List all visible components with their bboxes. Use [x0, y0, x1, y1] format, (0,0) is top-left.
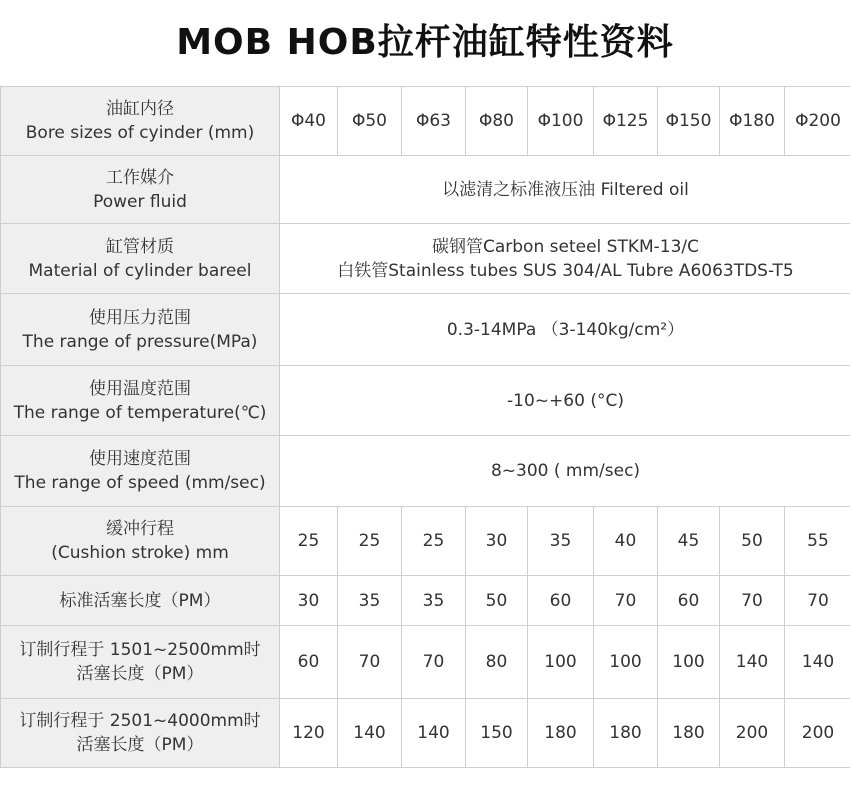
bore-cell: Φ200: [785, 87, 850, 156]
row-custom-1: [1, 626, 850, 699]
custom-2-cell: 180: [658, 699, 720, 768]
bore-cell: Φ50: [338, 87, 402, 156]
std-piston-cell: 70: [594, 576, 658, 626]
custom-1-cell: 70: [338, 626, 402, 699]
label-cn: 使用温度范围: [89, 378, 191, 399]
row-bore: [1, 87, 850, 156]
label-en: Bore sizes of cyinder (mm): [25, 123, 255, 143]
cushion-cell: 25: [338, 507, 402, 576]
label-en: Power fluid: [93, 191, 187, 212]
row-label: [1, 156, 280, 224]
custom-1-cell: 70: [402, 626, 466, 699]
row-temperature: [1, 366, 850, 436]
custom-1-cell: 100: [658, 626, 720, 699]
label-cn: 缸管材质: [106, 236, 174, 257]
row-label: [1, 294, 280, 366]
material-value: [280, 224, 850, 294]
custom-1-cell: 140: [785, 626, 850, 699]
label-en: Material of cylinder bareel: [28, 260, 252, 281]
row-label: [1, 626, 280, 699]
row-speed: [1, 436, 850, 507]
cushion-cell: 40: [594, 507, 658, 576]
label-en: The range of temperature(℃): [13, 402, 267, 423]
row-label: [1, 507, 280, 576]
std-piston-cell: 70: [720, 576, 785, 626]
custom-1-cell: 60: [280, 626, 338, 699]
label-en: The range of speed (mm/sec): [14, 473, 266, 493]
label-cn: 使用速度范围: [89, 449, 191, 469]
custom-1-cell: 80: [466, 626, 528, 699]
row-label: [1, 576, 280, 626]
bore-cell: Φ150: [658, 87, 720, 156]
row-pressure: [1, 294, 850, 366]
custom-2-cell: 200: [720, 699, 785, 768]
label-cn: 工作媒介: [106, 167, 174, 188]
label-cn: 使用压力范围: [89, 307, 191, 328]
custom-2-cell: 180: [594, 699, 658, 768]
label-line-2: 活塞长度（PM）: [76, 735, 204, 755]
label-cn: 标准活塞长度（PM）: [59, 590, 221, 611]
std-piston-cell: 60: [658, 576, 720, 626]
bore-cell: Φ125: [594, 87, 658, 156]
custom-2-cell: 140: [338, 699, 402, 768]
cushion-cell: 25: [402, 507, 466, 576]
cushion-cell: 30: [466, 507, 528, 576]
custom-2-cell: 140: [402, 699, 466, 768]
std-piston-cell: 70: [785, 576, 850, 626]
row-material: [1, 224, 850, 294]
speed-value: 8~300 ( mm/sec): [280, 436, 850, 507]
std-piston-cell: 60: [528, 576, 594, 626]
temperature-value: -10~+60 (°C): [280, 366, 850, 436]
std-piston-cell: 30: [280, 576, 338, 626]
material-value-line: 碳钢管Carbon seteel STKM-13/C: [431, 236, 700, 257]
row-custom-2: [1, 699, 850, 768]
label-en: The range of pressure(MPa): [22, 331, 258, 352]
label-line-2: 活塞长度（PM）: [76, 664, 204, 684]
cushion-cell: 55: [785, 507, 850, 576]
custom-1-cell: 100: [594, 626, 658, 699]
row-label: [1, 699, 280, 768]
cushion-cell: 25: [280, 507, 338, 576]
label-cn: 缓冲行程: [106, 519, 174, 539]
bore-cell: Φ180: [720, 87, 785, 156]
custom-2-cell: 180: [528, 699, 594, 768]
pressure-value: 0.3-14MPa （3-140kg/cm²）: [280, 294, 850, 366]
row-label: [1, 87, 280, 156]
label-en: (Cushion stroke) mm: [51, 543, 229, 563]
custom-1-cell: 140: [720, 626, 785, 699]
std-piston-cell: 35: [402, 576, 466, 626]
fluid-value: 以滤清之标准液压油 Filtered oil: [280, 156, 850, 224]
row-label: [1, 366, 280, 436]
row-fluid: [1, 156, 850, 224]
custom-1-cell: 100: [528, 626, 594, 699]
row-std-piston: [1, 576, 850, 626]
std-piston-cell: 50: [466, 576, 528, 626]
bore-cell: Φ80: [466, 87, 528, 156]
row-label: [1, 224, 280, 294]
custom-2-cell: 120: [280, 699, 338, 768]
cushion-cell: 35: [528, 507, 594, 576]
spec-table: [0, 86, 850, 768]
label-line-1: 订制行程于 2501~4000mm时: [19, 711, 261, 731]
std-piston-cell: 35: [338, 576, 402, 626]
bore-cell: Φ63: [402, 87, 466, 156]
cushion-cell: 45: [658, 507, 720, 576]
custom-2-cell: 200: [785, 699, 850, 768]
label-cn: 油缸内径: [106, 99, 174, 119]
page-title: MOB HOB拉杆油缸特性资料: [176, 22, 674, 63]
bore-cell: Φ100: [528, 87, 594, 156]
label-line-1: 订制行程于 1501~2500mm时: [19, 640, 261, 660]
custom-2-cell: 150: [466, 699, 528, 768]
bore-cell: Φ40: [280, 87, 338, 156]
row-label: [1, 436, 280, 507]
cushion-cell: 50: [720, 507, 785, 576]
row-cushion: [1, 507, 850, 576]
material-value-line: 白铁管Stainless tubes SUS 304/AL Tubre A6063TDS-T5: [337, 260, 794, 281]
